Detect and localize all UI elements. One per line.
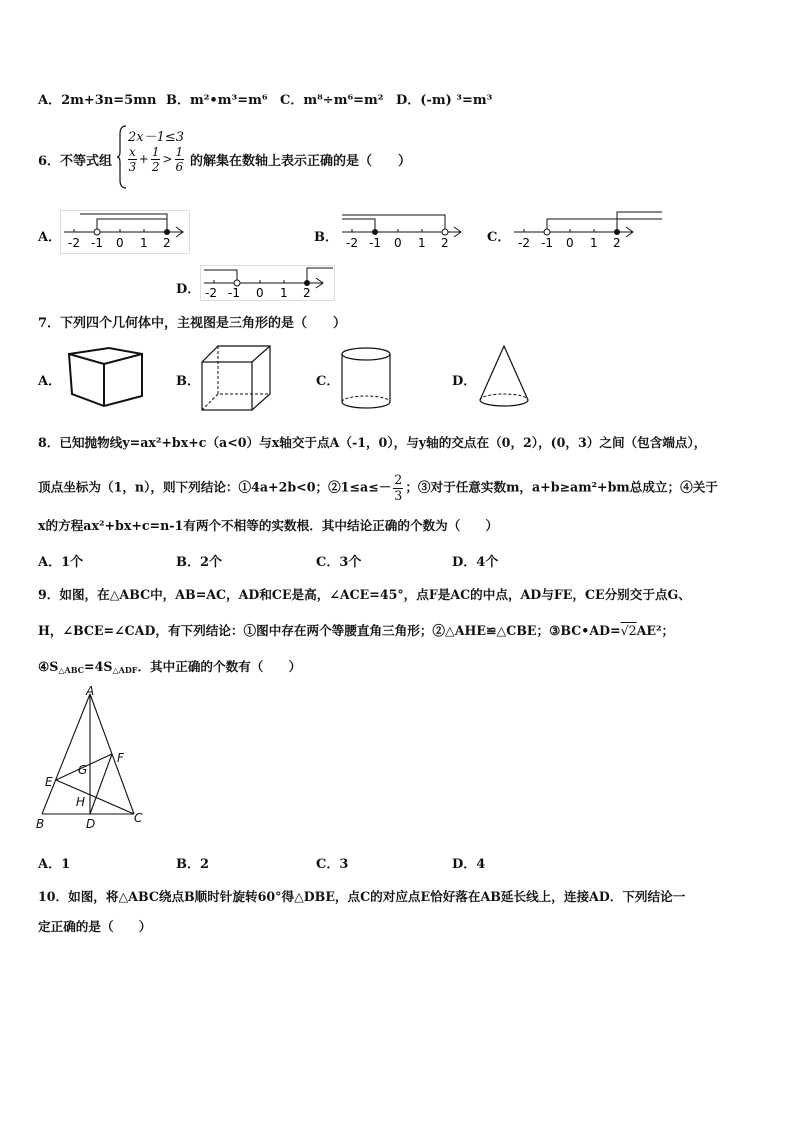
q9-line-2a: H，∠BCE=∠CAD，有下列结论：①图中存在两个等腰直角三角形；②△AHE≌△CBE；③BC•AD= xyxy=(38,623,621,638)
q8-option-b: B．2个 xyxy=(176,555,223,570)
label-d: D xyxy=(86,817,96,831)
q8-option-a: A．1个 xyxy=(38,555,84,570)
q7-label-d: D． xyxy=(452,374,477,389)
q9-line-2 xyxy=(38,620,674,639)
number-line-d xyxy=(200,265,335,301)
q7-label-a: A． xyxy=(38,374,62,389)
q9-line-3b: =4S xyxy=(84,659,113,674)
cube-figure xyxy=(198,344,274,414)
tick-label: 2 xyxy=(441,236,449,250)
tick-label: 2 xyxy=(303,286,311,300)
tick-label: -1 xyxy=(228,286,240,300)
tick-label: -2 xyxy=(68,236,80,250)
q6-label-a: A． xyxy=(38,230,62,245)
q9-line-3c: ．其中正确的个数有（ ） xyxy=(137,659,302,674)
tick-label: 0 xyxy=(116,236,124,250)
triangular-prism-figure xyxy=(66,346,146,408)
q9-sqrt-2: √2 xyxy=(620,623,637,638)
number-line-b xyxy=(338,210,468,254)
q7-label-c: C． xyxy=(316,374,340,389)
tick-label: -1 xyxy=(91,236,103,250)
label-b: B xyxy=(36,817,45,831)
q8-option-c: C．3个 xyxy=(316,555,362,570)
tick-label: -2 xyxy=(518,236,530,250)
label-a: A xyxy=(86,686,95,698)
q9-sub-abc: △ABC xyxy=(58,665,85,675)
q8-frac-den: 3 xyxy=(394,487,403,503)
tick-label: 1 xyxy=(140,236,148,250)
q5-option-a: A．2m+3n=5mn xyxy=(38,93,157,108)
tick-label: 2 xyxy=(163,236,171,250)
tick-label: -2 xyxy=(346,236,358,250)
tick-label: 0 xyxy=(394,236,402,250)
q6-prefix: 6．不等式组 xyxy=(38,154,113,169)
label-g: G xyxy=(78,763,88,777)
tick-label: 2 xyxy=(613,236,621,250)
label-e: E xyxy=(45,775,53,789)
q8-line-2 xyxy=(38,474,718,502)
q6-label-c: C． xyxy=(487,230,511,245)
q5-option-d: D．(-m) ³=m³ xyxy=(396,93,493,108)
q9-option-d: D．4 xyxy=(452,857,486,872)
q6-label-b: B． xyxy=(314,230,338,245)
q8-line-2a: 顶点坐标为（1，n），则下列结论：①4a+2b<0；②1≤a≤－ xyxy=(38,479,392,495)
q9-line-3a: ④S xyxy=(38,659,59,674)
q6-inequality-1: 2x－1≤3 xyxy=(128,130,185,145)
q8-line-1: 8．已知抛物线y=ax²+bx+c（a<0）与x轴交于点A（-1，0），与y轴的交点在（0，2），(0，3）之间（包含端点）， xyxy=(38,435,707,450)
q8-option-d: D．4个 xyxy=(452,555,499,570)
label-f: F xyxy=(117,751,124,765)
q9-option-c: C．3 xyxy=(316,857,349,872)
triangle-figure xyxy=(34,686,152,834)
q9-option-b: B．2 xyxy=(176,857,210,872)
q5-option-c: C．m⁸÷m⁶=m² xyxy=(280,93,384,108)
q10-line-1: 10．如图，将△ABC绕点B顺时针旋转60°得△DBE，点C的对应点E恰好落在AB延长线上，连接AD．下列结论一 xyxy=(38,889,686,904)
q7-label-b: B． xyxy=(176,374,200,389)
label-c: C xyxy=(134,811,143,825)
q6-inequality-2: $\frac{x}{3}$ + $\frac{1}{2}$ > $\frac{1}{6}$ xyxy=(128,145,184,174)
q7-stem: 7．下列四个几何体中，主视图是三角形的是（ ） xyxy=(38,316,347,331)
tick-label: -1 xyxy=(369,236,381,250)
cylinder-figure xyxy=(338,346,394,412)
tick-label: 1 xyxy=(590,236,598,250)
q8-line-2b: ；③对于任意实数m，a+b≥am²+bm总成立；④关于 xyxy=(405,479,718,495)
tick-label: -2 xyxy=(205,286,217,300)
q9-line-1: 9．如图，在△ABC中，AB=AC，AD和CE是高，∠ACE=45°，点F是AC的中点，AD与FE，CE分别交于点G、 xyxy=(38,587,691,602)
q5-option-b: B．m²•m³=m⁶ xyxy=(166,93,268,108)
cone-figure xyxy=(476,344,532,412)
tick-label: 0 xyxy=(256,286,264,300)
tick-label: 1 xyxy=(418,236,426,250)
q9-option-a: A．1 xyxy=(38,857,71,872)
q10-line-2: 定正确的是（ ） xyxy=(38,919,152,934)
tick-label: -1 xyxy=(541,236,553,250)
q6-label-d: D． xyxy=(176,282,201,297)
q8-line-3: x的方程ax²+bx+c=n-1有两个不相等的实数根．其中结论正确的个数为（ ） xyxy=(38,518,499,533)
q9-line-2b: AE²； xyxy=(636,623,675,638)
label-h: H xyxy=(76,795,86,809)
number-line-c xyxy=(510,210,665,254)
number-line-a xyxy=(60,210,190,254)
tick-label: 0 xyxy=(566,236,574,250)
q8-frac-num: 2 xyxy=(394,472,403,487)
q6-suffix: 的解集在数轴上表示正确的是（ ） xyxy=(190,154,412,169)
tick-label: 1 xyxy=(280,286,288,300)
q9-line-3 xyxy=(38,656,301,675)
q9-sub-adf: △ADF xyxy=(112,665,138,675)
